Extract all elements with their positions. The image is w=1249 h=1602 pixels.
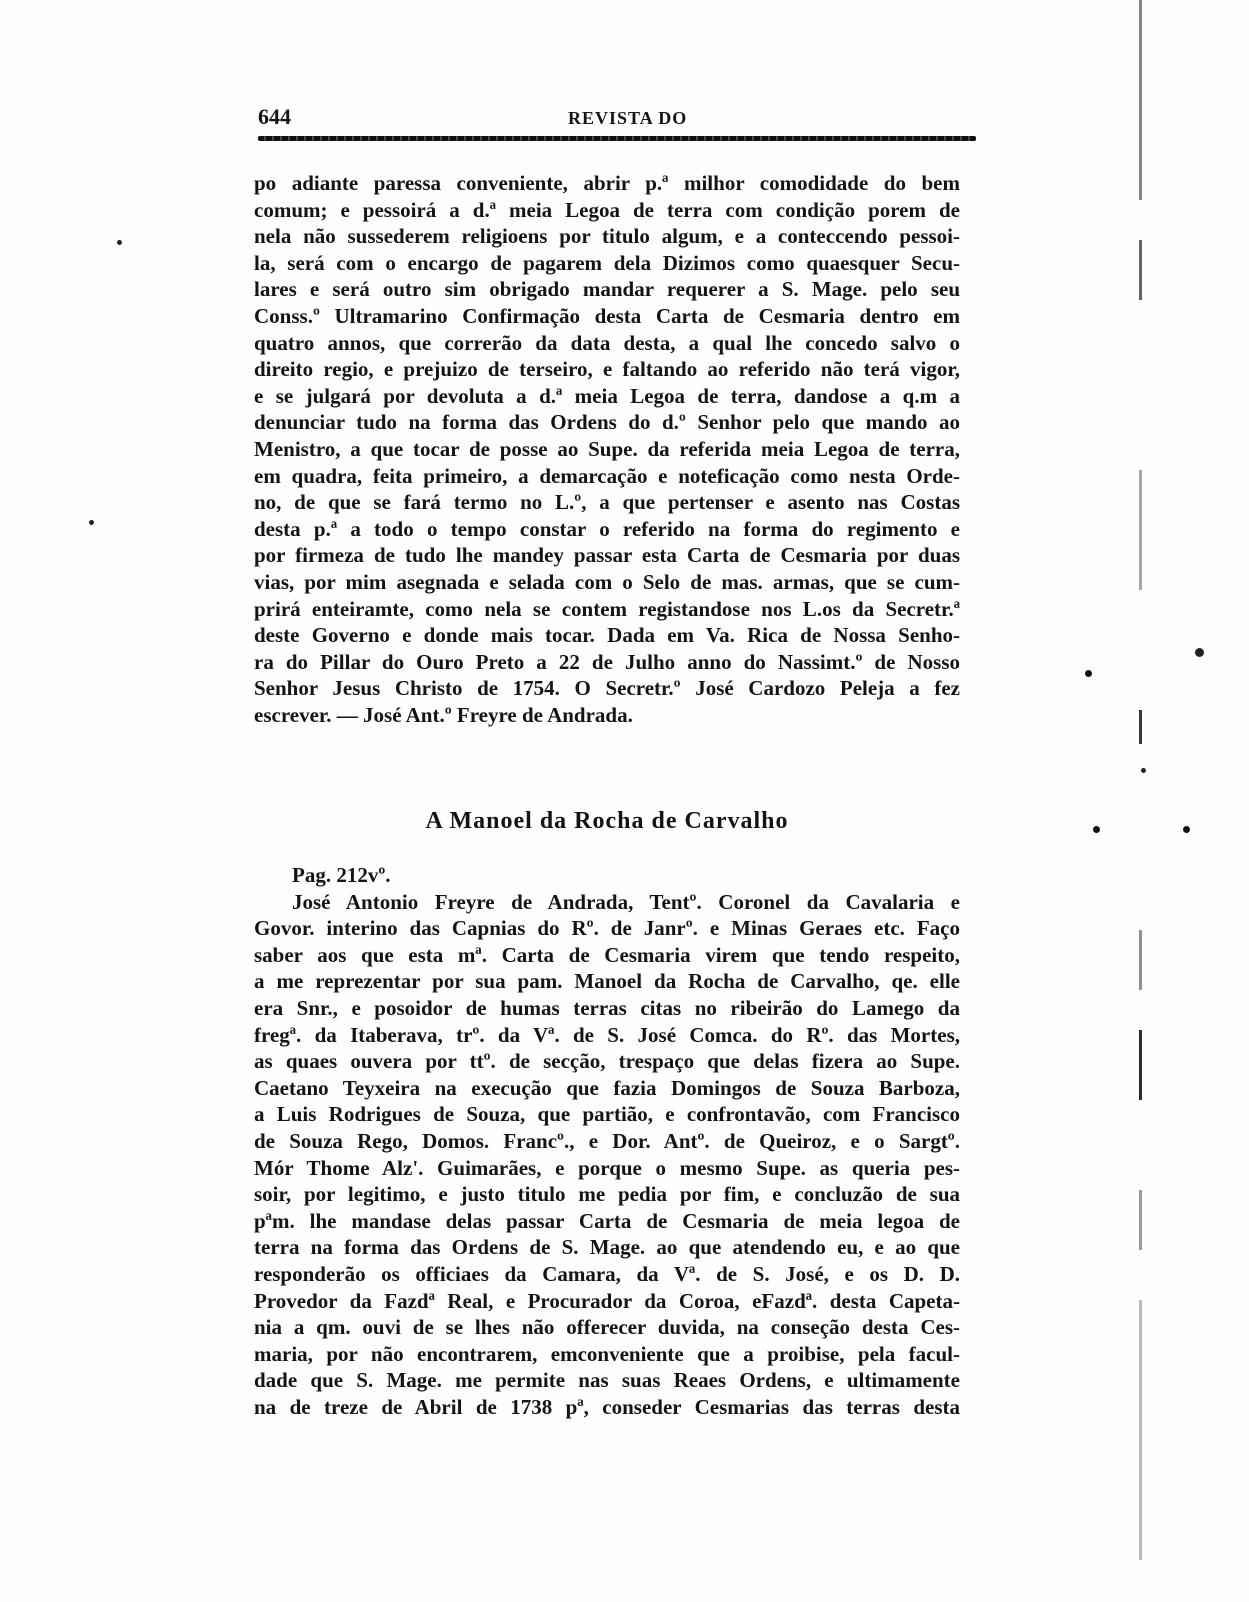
text-line: Menistro, a que tocar de posse ao Supe. da referida meia Legoa de terra, [254,436,960,461]
text-line: nela não sussederem religioens por titulo algum, e a conteccendo pessoi- [254,224,960,249]
text-line: de Souza Rego, Domos. Francº., e Dor. Antº. de Queiroz, e o Sargtº. [254,1128,960,1153]
text-line: escrever. — José Ant.º Freyre de Andrada. [254,702,633,727]
text-line: la, será com o encargo de pagarem dela Dizimos como quaesquer Secu- [254,250,960,275]
margin-dot [1085,670,1092,677]
margin-dot [1093,826,1100,833]
text-line: nia a qm. ouvi de se lhes não offerecer duvida, na conseção desta Ces- [254,1315,960,1340]
text-line: José Antonio Freyre de Andrada, Tentº. Coronel da Cavalaria e [292,889,960,914]
text-line: na de treze de Abril de 1738 pª, conseder Cesmarias das terras desta [254,1394,960,1419]
body-paragraph [254,170,960,728]
text-line: Govor. interino das Capnias do Rº. de Janrº. e Minas Geraes etc. Faço [254,916,960,941]
text-line: lares e será outro sim obrigado mandar requerer a S. Mage. pelo seu [254,277,960,302]
edge-line [1139,1300,1142,1560]
text-line: maria, por não encontrarem, emconveniente que a proibise, pela facul- [254,1341,960,1366]
text-line: po adiante paressa conveniente, abrir p.ª milhor comodidade do bem [254,171,960,195]
text-line: saber aos que esta mª. Carta de Cesmaria virem que tendo respeito, [254,942,960,967]
text-line: Caetano Teyxeira na execução que fazia Domingos de Souza Barboza, [254,1075,960,1100]
margin-speck [117,240,122,245]
text-line: pªm. lhe mandase delas passar Carta de Cesmaria de meia legoa de [254,1208,960,1233]
text-line: era Snr., e posoidor de humas terras citas no ribeirão do Lamego da [254,995,960,1020]
section-body [254,862,960,1420]
text-line: terra na forma das Ordens de S. Mage. ao que atendendo eu, e ao que [254,1235,960,1260]
text-line: fregª. da Itaberava, trº. da Vª. de S. José Comca. do Rº. das Mortes, [254,1022,960,1047]
edge-line [1139,240,1142,300]
margin-speck [1195,648,1204,657]
text-line: a Luis Rodrigues de Souza, que partião, e confrontavão, com Francisco [254,1102,960,1127]
text-line: vias, por mim asegnada e selada com o Selo de mas. armas, que se cum- [254,569,960,594]
text-line: deste Governo e donde mais tocar. Dada em Va. Rica de Nossa Senho- [254,623,960,648]
scan-edge-marks [1125,0,1249,1602]
margin-speck [1141,768,1146,773]
edge-line [1139,710,1142,744]
text-line: ra do Pillar do Ouro Preto a 22 de Julho anno do Nassimt.º de Nosso [254,649,960,674]
text-line: Senhor Jesus Christo de 1754. O Secretr.º José Cardozo Peleja a fez [254,676,960,701]
text-line: dade que S. Mage. me permite nas suas Reaes Ordens, e ultimamente [254,1368,960,1393]
text-line: direito regio, e prejuizo de terseiro, e faltando ao referido não terá vigor, [254,357,960,382]
edge-line [1139,470,1142,590]
text-line: Conss.º Ultramarino Confirmação desta Carta de Cesmaria dentro em [254,303,960,328]
text-line: soir, por legitimo, e justo titulo me pedia por fim, e concluzão de sua [254,1182,960,1207]
text-line: no, de que se fará termo no L.º, a que pertenser e asento nas Costas [254,490,960,515]
text-line: quatro annos, que correrão da data desta, a qual lhe concedo salvo o [254,330,960,355]
header-rule [258,136,976,141]
text-line: em quadra, feita primeiro, a demarcação e noteficação como nesta Orde- [254,463,960,488]
edge-line [1139,1190,1142,1250]
text-line: responderão os officiaes da Camara, da Vª. de S. José, e os D. D. [254,1261,960,1286]
page-reference: Pag. 212vº. [292,863,391,887]
margin-speck [89,520,94,525]
text-line: denunciar tudo na forma das Ordens do d.º Senhor pelo que mando ao [254,410,960,435]
text-line: desta p.ª a todo o tempo constar o referido na forma do regimento e [254,516,960,541]
text-line: e se julgará por devoluta a d.ª meia Legoa de terra, dandose a q.m a [254,383,960,408]
text-line: a me reprezentar por sua pam. Manoel da Rocha de Carvalho, qe. elle [254,969,960,994]
text-line: comum; e pessoirá a d.ª meia Legoa de terra com condição porem de [254,197,960,222]
section-title: A Manoel da Rocha de Carvalho [425,808,789,834]
text-line: as quaes ouvera por ttº. de secção, trespaço que delas fizera ao Supe. [254,1049,960,1074]
page-number: 644 [258,104,291,129]
page-header [258,104,978,134]
running-head: REVISTA DO [568,108,688,128]
edge-line [1139,1030,1142,1100]
text-line: por firmeza de tudo lhe mandey passar esta Carta de Cesmaria por duas [254,543,960,568]
edge-line [1139,930,1142,990]
edge-line [1139,0,1142,200]
text-line: Mór Thome Alz'. Guimarães, e porque o mesmo Supe. as queria pes- [254,1155,960,1180]
text-line: Provedor da Fazdª Real, e Procurador da Coroa, eFazdª. desta Capeta- [254,1288,960,1313]
margin-dot [1183,826,1190,833]
text-line: prirá enteiramte, como nela se contem registandose nos L.os da Secretr.ª [254,596,960,621]
